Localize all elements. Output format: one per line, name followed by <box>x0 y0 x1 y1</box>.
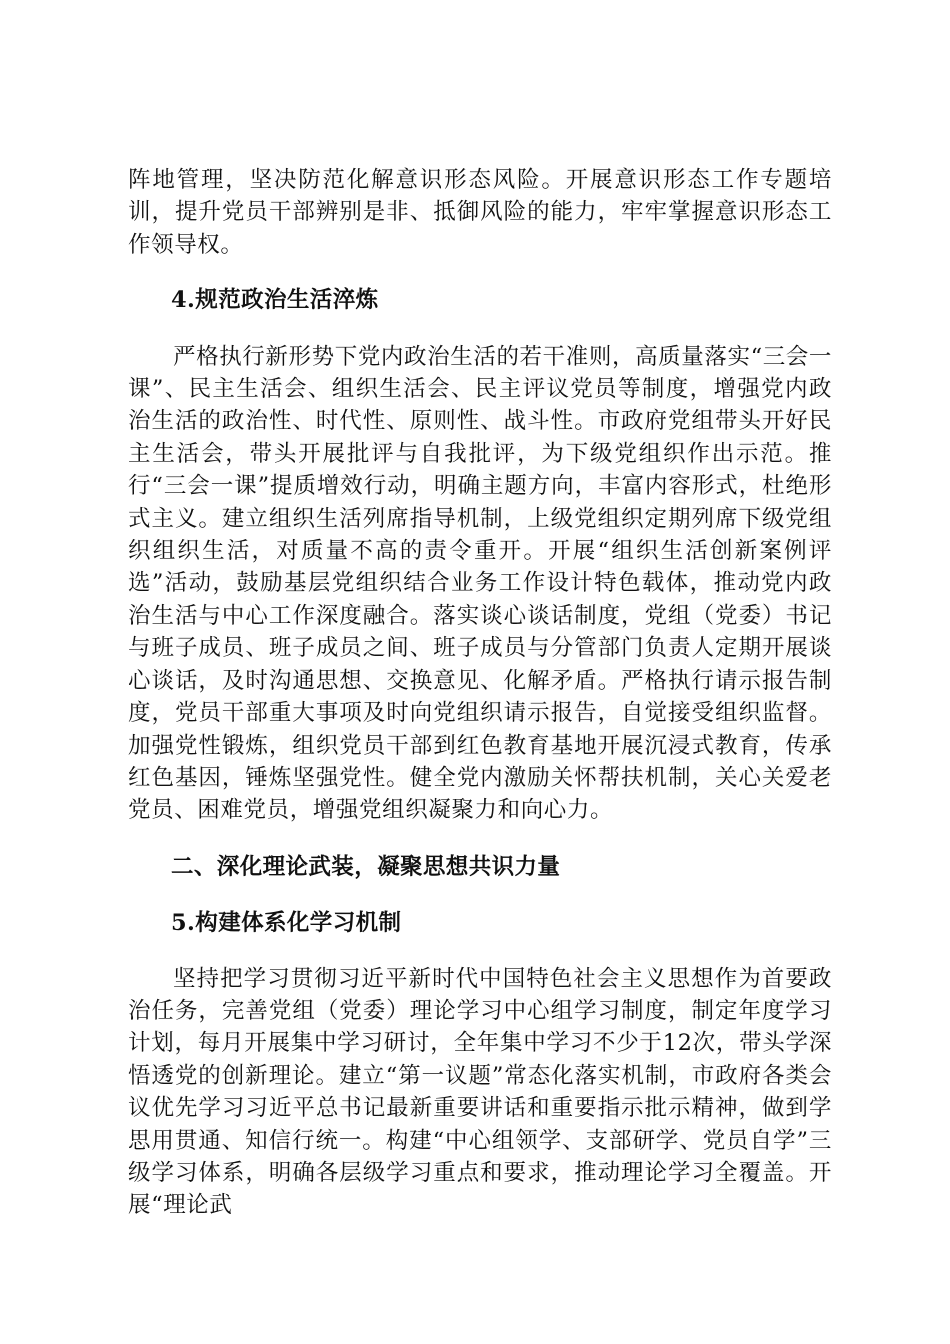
paragraph-continued: 阵地管理，坚决防范化解意识形态风险。开展意识形态工作专题培训，提升党员干部辨别是非、抵御风险的能力，牢牢掌握意识形态工作领导权。 <box>128 167 832 258</box>
document-body <box>128 164 832 1222</box>
paragraph-5: 坚持把学习贯彻习近平新时代中国特色社会主义思想作为首要政治任务，完善党组（党委）理论学习中心组学习制度，制定年度学习计划，每月开展集中学习研讨，全年集中学习不少于12次，带头学深悟透党的创新理论。建立“第一议题”常态化落实机制，市政府各类会议优先学习习近平总书记最新重要讲话和重要指示批示精神，做到学思用贯通、知信行统一。构建“中心组领学、支部研学、党员自学”三级学习体系，明确各层级学习重点和要求，推动理论学习全覆盖。开展“理论武 <box>128 965 832 1219</box>
paragraph-4: 严格执行新形势下党内政治生活的若干准则，高质量落实“三会一课”、民主生活会、组织生活会、民主评议党员等制度，增强党内政治生活的政治性、时代性、原则性、战斗性。市政府党组带头开好民主生活会，带头开展批评与自我批评，为下级党组织作出示范。推行“三会一课”提质增效行动，明确主题方向，丰富内容形式，杜绝形式主义。建立组织生活列席指导机制，上级党组织定期列席下级党组织组织生活，对质量不高的责令重开。开展“组织生活创新案例评选”活动，鼓励基层党组织结合业务工作设计特色载体，推动党内政治生活与中心工作深度融合。落实谈心谈话制度，党组（党委）书记与班子成员、班子成员之间、班子成员与分管部门负责人定期开展谈心谈话，及时沟通思想、交换意见、化解矛盾。严格执行请示报告制度，党员干部重大事项及时向党组织请示报告，自觉接受组织监督。加强党性锻炼，组织党员干部到红色教育基地开展沉浸式教育，传承红色基因，锤炼坚强党性。健全党内激励关怀帮扶机制，关心关爱老党员、困难党员，增强党组织凝聚力和向心力。 <box>128 343 832 824</box>
subheading-4: 4.规范政治生活淬炼 <box>171 287 379 314</box>
section-heading-2: 二、深化理论武装，凝聚思想共识力量 <box>171 853 561 880</box>
subheading-5: 5.构建体系化学习机制 <box>171 910 402 937</box>
